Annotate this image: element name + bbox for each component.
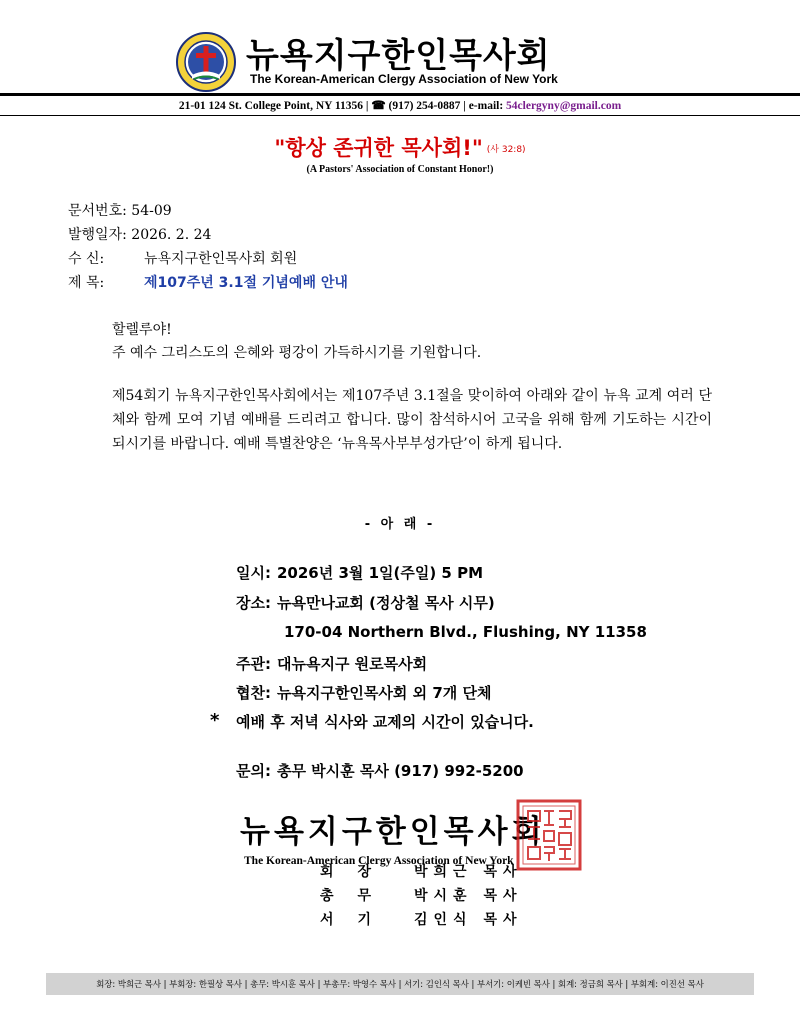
recipient-row	[68, 248, 297, 268]
datetime-row	[236, 562, 483, 583]
inquiry-label: 문의:	[236, 762, 271, 780]
address: 21-01 124 St. College Point, NY 11356	[178, 100, 364, 112]
officer-name: 박희근 목사	[414, 864, 523, 880]
datetime-label: 일시:	[236, 564, 271, 582]
place: 뉴욕만나교회 (정상철 목사 시무)	[276, 594, 495, 612]
issue-date: 2026. 2. 24	[131, 227, 212, 243]
doc-number-label: 문서번호:	[68, 203, 127, 219]
header-divider	[0, 93, 800, 96]
greeting: 할렐루야!	[112, 322, 172, 338]
issue-date-label: 발행일자:	[68, 227, 127, 243]
motto	[0, 132, 800, 162]
datetime: 2026년 3월 1일(주일) 5 PM	[276, 564, 484, 582]
issue-date-row	[68, 224, 211, 244]
subject-label: 제 목:	[68, 275, 105, 291]
sponsor: 뉴욕지구한인목사회 외 7개 단체	[276, 684, 492, 702]
place-address: 170-04 Northern Blvd., Flushing, NY 11358	[284, 623, 647, 641]
place-row	[236, 592, 495, 613]
doc-number: 54-09	[131, 203, 172, 219]
sponsor-row	[236, 682, 491, 703]
email-label: e-mail:	[468, 100, 504, 112]
recipient-label: 수 신:	[68, 251, 105, 267]
note-mark: *	[210, 710, 220, 731]
association-logo	[176, 32, 236, 92]
host: 대뉴욕지구 원로목사회	[276, 655, 428, 673]
officer-role: 서기	[320, 912, 396, 928]
host-row	[236, 653, 427, 674]
doc-number-row	[68, 200, 172, 220]
signature-org-english: The Korean-American Clergy Association of New York	[244, 855, 514, 867]
officer-name: 김인식 목사	[414, 912, 523, 928]
officer-clerk	[320, 909, 523, 929]
email-link[interactable]: 54clergyny@gmail.com	[506, 100, 622, 112]
motto-english: (A Pastors' Association of Constant Honor!)	[306, 164, 494, 175]
subject-row	[68, 272, 348, 292]
inquiry-row	[236, 760, 524, 781]
officer-secretary-general	[320, 885, 523, 905]
subject: 제107주년 3.1절 기념예배 안내	[144, 275, 348, 291]
phone-icon: ☎	[371, 100, 386, 112]
notice-heading: - 아 래 -	[364, 517, 436, 532]
officers-footer: 회장: 박희근 목사 | 부회장: 한필상 목사 | 총무: 박시훈 목사 | 부총무: 박영수 목사 | 서기: 김인식 목사 | 부서기: 이케빈 목사 | 회계: 정금희 목사 | 부회계: 이진선 목사	[46, 973, 754, 995]
inquiry: 총무 박시훈 목사 (917) 992-5200	[276, 762, 524, 780]
motto-text: "항상 존귀한 목사회!"	[274, 136, 483, 160]
officer-president	[320, 861, 523, 881]
motto-reference: (사 32:8)	[486, 145, 526, 155]
official-seal-stamp	[516, 799, 582, 871]
signature-org-korean: 뉴욕지구한인목사회	[240, 814, 546, 850]
officer-role: 회장	[320, 864, 396, 880]
body-paragraph: 제54회기 뉴욕지구한인목사회에서는 제107주년 3.1절을 맞이하여 아래와 같이 뉴욕 교계 여러 단체와 함께 모여 기념 예배를 드리려고 합니다. 많이 참석하시어 고국을 위해 함께 기도하는 시간이 되시기를 바랍니다. 예배 특별찬양은 ‘뉴욕목사부부성가단’이 하게 됩니다.	[112, 388, 712, 452]
contact-divider	[0, 115, 800, 116]
note: 예배 후 저녁 식사와 교제의 시간이 있습니다.	[236, 713, 534, 731]
recipient: 뉴욕지구한인목사회 회원	[144, 251, 298, 267]
phone: (917) 254-0887	[388, 100, 461, 112]
officer-name: 박시훈 목사	[414, 888, 523, 904]
blessing: 주 예수 그리스도의 은혜와 평강이 가득하시기를 기원합니다.	[112, 345, 482, 361]
org-name-english: The Korean-American Clergy Association of New York	[250, 72, 558, 86]
sponsor-label: 협찬:	[236, 684, 271, 702]
officer-role: 총무	[320, 888, 396, 904]
host-label: 주관:	[236, 655, 271, 673]
place-label: 장소:	[236, 594, 271, 612]
contact-line: 21-01 124 St. College Point, NY 11356 | ☎ (917) 254-0887 | e-mail: 54clergyny@gmail.com	[178, 100, 622, 112]
org-name-korean: 뉴욕지구한인목사회	[246, 36, 551, 76]
